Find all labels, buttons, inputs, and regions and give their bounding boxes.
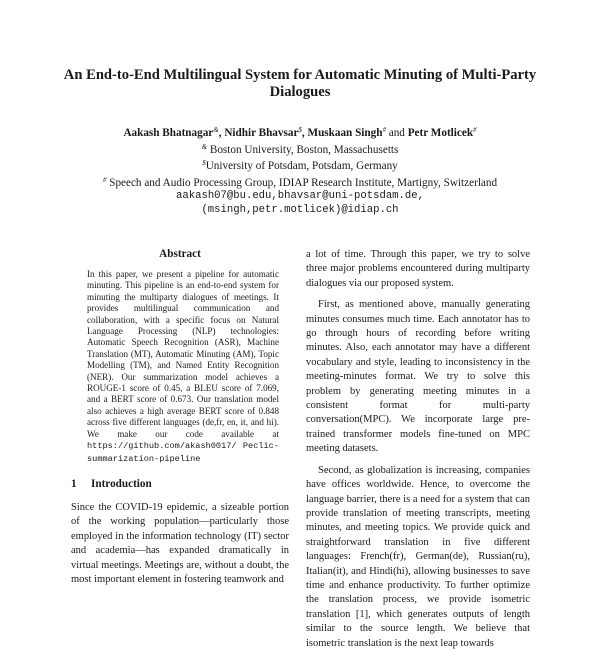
email-line: (msingh,petr.motlicek)@idiap.ch: [201, 203, 399, 216]
author-list: [40, 124, 560, 141]
affiliation-mark: $: [202, 159, 206, 168]
code-link[interactable]: https://github.com/akash0017/: [87, 441, 237, 452]
intro-paragraph: Since the COVID-19 epidemic, a sizeable portion of the working population—particularly those employed in the information technology (IT) sector and academia—has expanded dramatically in virtual meetings. Meetings are, without a doubt, the most important element in fostering teamwork and: [71, 501, 289, 585]
author-separator: ,: [301, 127, 308, 139]
affiliation-text: University of Potsdam, Potsdam, Germany: [205, 160, 398, 173]
author-name: Muskaan Singh: [307, 127, 383, 139]
affiliation-text: Speech and Audio Processing Group, IDIAP Research Institute, Martigny, Switzerland: [109, 176, 498, 189]
abstract-body: [87, 269, 279, 465]
author-mark: #: [473, 126, 477, 134]
author-name: Petr Motlicek: [407, 127, 474, 139]
author-name: Aakash Bhatnagar: [123, 127, 214, 139]
author-mark: &: [213, 126, 219, 134]
author-mark: #: [382, 126, 386, 134]
author-block: [40, 124, 560, 218]
affiliation-mark: &: [201, 142, 208, 151]
right-column: [306, 248, 530, 651]
author-name: Nidhir Bhavsar: [224, 127, 299, 139]
author-separator: ,: [218, 127, 225, 139]
section-heading-introduction: [71, 478, 289, 491]
email-line: aakash07@bu.edu,bhavsar@uni-potsdam.de,: [176, 190, 424, 203]
code-link-continued[interactable]: Peclic-summarization-pipeline: [87, 441, 279, 464]
author-and: and: [388, 127, 405, 139]
section-title: Introduction: [91, 477, 152, 490]
affiliation: [40, 141, 560, 158]
affiliation: [40, 174, 560, 191]
affiliation-mark: #: [102, 175, 107, 184]
author-mark: $: [298, 126, 302, 134]
section-number: 1: [71, 477, 77, 490]
affiliation-text: Boston University, Boston, Massachusetts: [209, 143, 399, 156]
body-paragraph: a lot of time. Through this paper, we try to solve three major problems encountered during multiparty dialogues via our proposed system.: [306, 249, 530, 289]
paper-title: An End-to-End Multilingual System for Automatic Minuting of Multi-Party Dialogues: [63, 67, 537, 100]
body-paragraph: Second, as globalization is increasing, companies have offices worldwide. Hence, to overcome the language barrier, there is a need for a system that can provide translation of meeting transcripts, meeting minutes, and meeting topics. We provide quick and straightforward translation in five different languages: French(fr), German(de), Russian(ru), Italian(it), and Hindi(hi), allowing businesses to save time and enhance productivity. To further optimize the translation process, we provide isometric translation [1], which generates outputs of length similar to the source length. We believe that isometric translation is the next leap towards: [306, 464, 530, 649]
abstract-heading: Abstract: [159, 248, 201, 260]
abstract-text: In this paper, we present a pipeline for automatic minuting. This pipeline is an end-to-end system for minuting the multiparty dialogues of meetings. It provides multilingual communication and collaboration, with a specific focus on Natural Language Processing (NLP) technologies: Automatic Speech Recognition (ASR), Machine Translation (MT), Automatic Minuting (AM), Topic Modelling (TM), and Named Entity Recognition (NER). Our summarization model achieves a ROUGE-1 score of 0.45, a BLEU score of 7.069, and a BERT score of 0.673. Our translation model also achieves a high average BERT score of 0.848 across five different languages (de,fr, en, it, and hi). We make our code available at: [87, 269, 279, 439]
affiliation: [40, 157, 560, 174]
left-column: [71, 248, 289, 587]
body-paragraph: First, as mentioned above, manually generating minutes consumes much time. Each annotator has to go through hours of recording before writing minutes. Also, each annotator may have a different vocabulary and style, leading to inconsistency in the meeting-minutes format. We try to solve this problem by generating meeting minutes in a consistent format for multi-party conversation(MPC). We incorporate large pre-trained transformer models fine-tuned on MPC meeting datasets.: [306, 299, 530, 455]
